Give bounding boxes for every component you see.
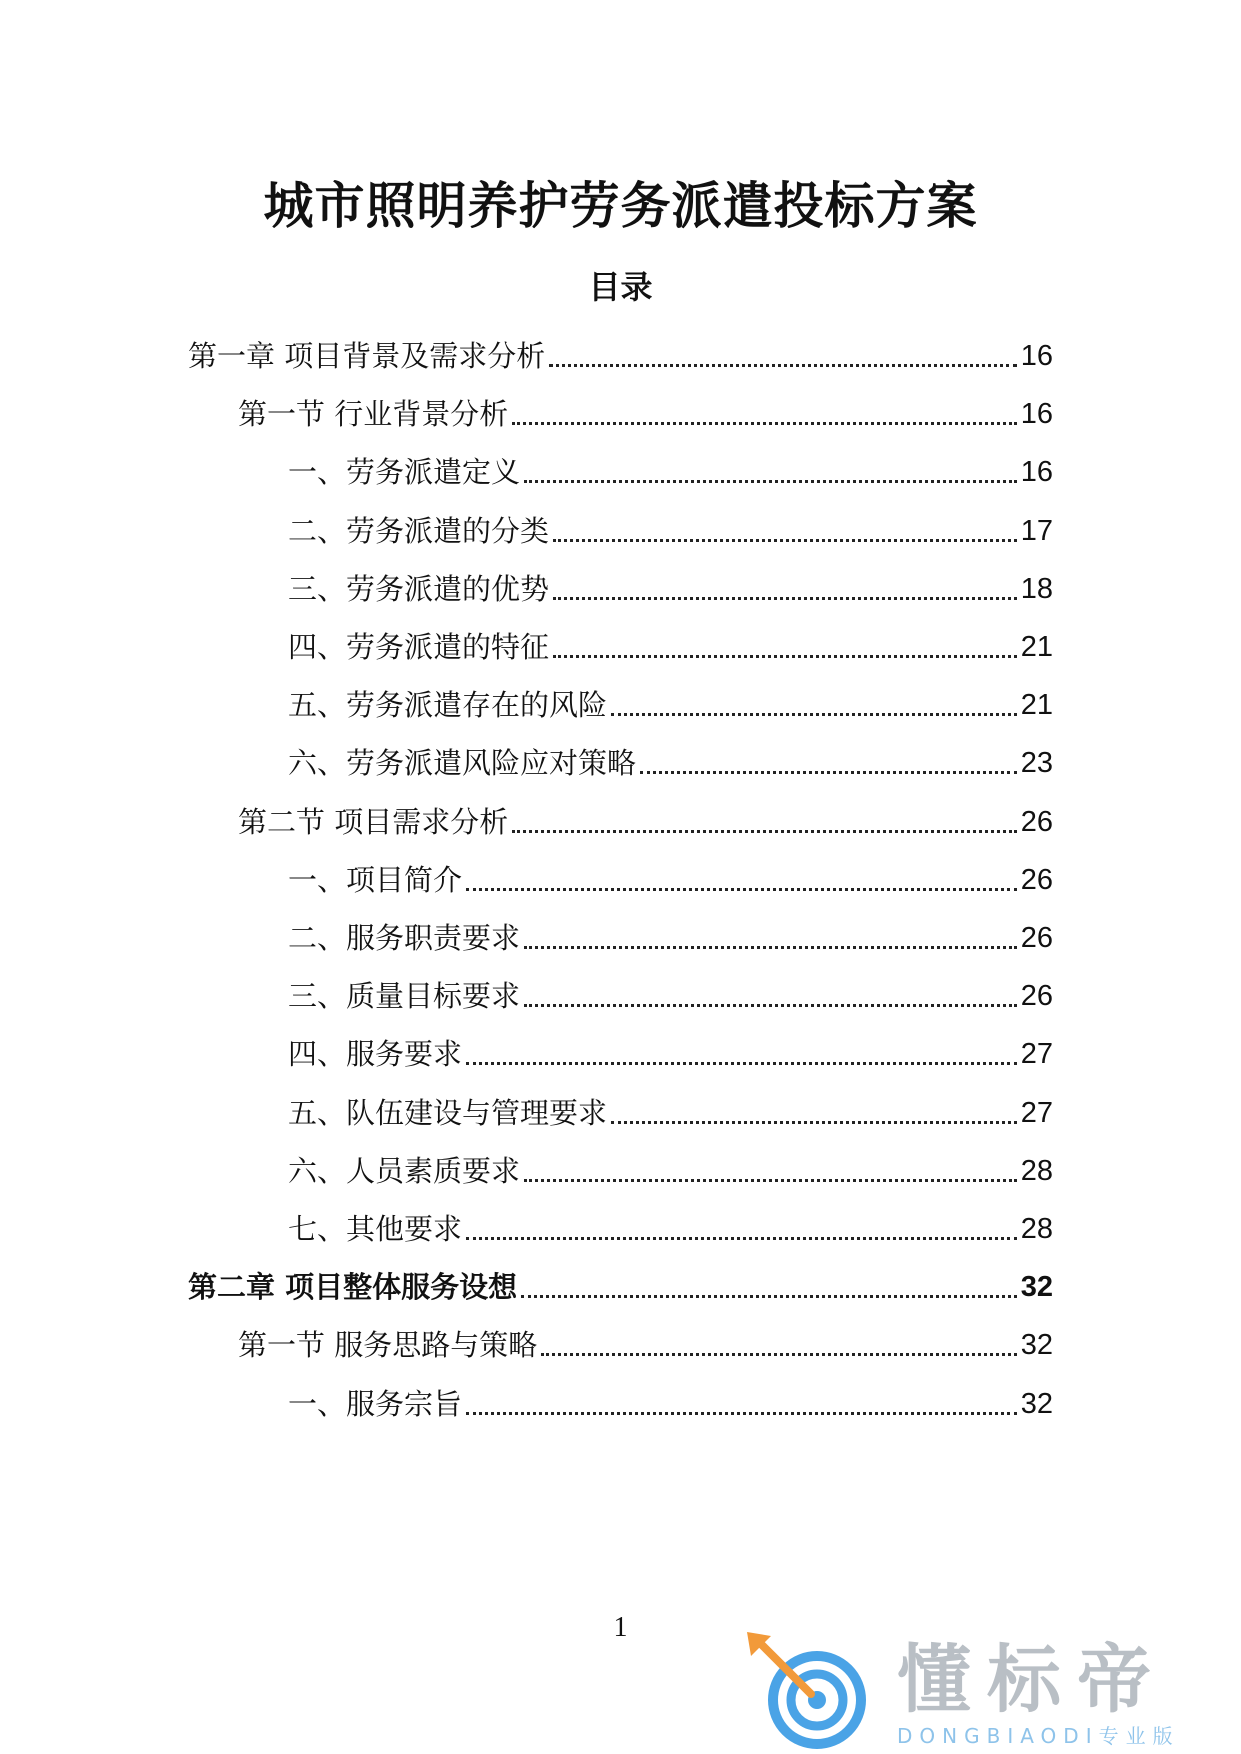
toc-dot-leader — [553, 539, 1017, 542]
toc-entry-label: 三、劳务派遣的优势 — [288, 571, 550, 606]
toc-dot-leader — [524, 480, 1017, 483]
watermark-subtext: DONGBIAODI专业版 — [897, 1724, 1180, 1748]
toc-entry[interactable] — [288, 856, 1053, 900]
toc-dot-leader — [524, 1179, 1017, 1182]
watermark — [745, 1630, 1225, 1750]
toc-entry[interactable] — [288, 739, 1053, 783]
toc-entry[interactable] — [288, 1205, 1053, 1249]
toc-dot-leader — [512, 422, 1017, 425]
toc-dot-leader — [466, 1412, 1017, 1415]
target-logo-icon — [745, 1630, 875, 1754]
toc-entry-page: 26 — [1020, 805, 1053, 838]
toc-entry-label: 七、其他要求 — [288, 1212, 463, 1246]
toc-dot-leader — [521, 1295, 1017, 1298]
toc-dot-leader — [541, 1353, 1017, 1356]
toc-entry[interactable] — [288, 1089, 1053, 1133]
toc-entry[interactable] — [288, 1380, 1053, 1424]
toc-dot-leader — [466, 888, 1017, 891]
toc-entry[interactable] — [288, 914, 1053, 958]
toc-entry[interactable] — [288, 1030, 1053, 1074]
toc-entry-label: 六、人员素质要求 — [288, 1153, 521, 1188]
toc-entry-label: 五、劳务派遣存在的风险 — [288, 688, 608, 723]
toc-entry[interactable] — [188, 332, 1053, 376]
toc-entry[interactable] — [288, 448, 1053, 492]
toc-entry-page: 28 — [1020, 1154, 1053, 1187]
toc-dot-leader — [524, 1004, 1017, 1007]
toc-dot-leader — [466, 1237, 1017, 1240]
toc-dot-leader — [640, 771, 1017, 774]
toc-dot-leader — [553, 597, 1017, 600]
document-title: 城市照明养护劳务派遣投标方案 — [263, 177, 978, 235]
toc-entry-label: 一、服务宗旨 — [288, 1386, 463, 1421]
toc-entry-page: 16 — [1020, 340, 1053, 372]
toc-entry-label: 二、服务职责要求 — [288, 921, 521, 955]
toc-entry[interactable] — [288, 972, 1053, 1016]
toc-entry-page: 18 — [1020, 572, 1053, 605]
toc-dot-leader — [611, 1121, 1017, 1124]
toc-entry-page: 28 — [1020, 1213, 1053, 1245]
toc-entry-page: 23 — [1020, 747, 1053, 780]
toc-entry-page: 27 — [1020, 1096, 1053, 1129]
toc-dot-leader — [466, 1062, 1017, 1065]
toc-entry-label: 第一节 行业背景分析 — [238, 397, 509, 432]
toc-entry-page: 17 — [1020, 514, 1053, 547]
toc-dot-leader — [611, 713, 1017, 716]
toc-entry-label: 第二节 项目需求分析 — [238, 804, 509, 839]
toc-entry-label: 四、劳务派遣的特征 — [288, 630, 550, 664]
watermark-brand-text: 懂标帝 — [897, 1637, 1167, 1723]
toc-entry-page: 21 — [1020, 689, 1053, 722]
toc-entry[interactable] — [238, 798, 1053, 842]
toc-dot-leader — [512, 830, 1017, 833]
toc-entry[interactable] — [188, 1263, 1053, 1307]
toc-dot-leader — [549, 364, 1017, 367]
toc-entry-label: 六、劳务派遣风险应对策略 — [288, 746, 637, 781]
toc-entry-label: 二、劳务派遣的分类 — [288, 513, 550, 548]
toc-entry-label: 三、质量目标要求 — [288, 979, 521, 1014]
toc-entry-label: 第二章 项目整体服务设想 — [188, 1270, 518, 1305]
toc-entry-page: 32 — [1020, 1271, 1053, 1304]
toc-entry[interactable] — [288, 623, 1053, 667]
toc-entry-label: 五、队伍建设与管理要求 — [288, 1095, 608, 1130]
toc-entry-page: 32 — [1020, 1387, 1053, 1420]
toc-entry-page: 27 — [1020, 1038, 1053, 1071]
toc-entry-page: 21 — [1020, 631, 1053, 663]
toc-entry[interactable] — [288, 681, 1053, 725]
toc-entry-label: 一、劳务派遣定义 — [288, 455, 521, 490]
toc-entry-page: 32 — [1020, 1329, 1053, 1362]
toc-entry-page: 26 — [1020, 922, 1053, 954]
toc-heading: 目录 — [588, 268, 653, 306]
toc-entry-label: 一、项目简介 — [288, 862, 463, 897]
toc-entry-label: 第一章 项目背景及需求分析 — [188, 339, 546, 373]
toc-dot-leader — [524, 946, 1017, 949]
toc-entry-label: 第一节 服务思路与策略 — [238, 1328, 538, 1363]
toc-entry[interactable] — [288, 1147, 1053, 1191]
toc-entry[interactable] — [288, 507, 1053, 551]
toc-entry[interactable] — [288, 565, 1053, 609]
toc-entry[interactable] — [238, 390, 1053, 434]
page-number: 1 — [613, 1612, 628, 1643]
toc-entry-page: 26 — [1020, 980, 1053, 1013]
toc-entry[interactable] — [238, 1321, 1053, 1365]
toc-entry-page: 16 — [1020, 456, 1053, 489]
toc-entry-page: 26 — [1020, 863, 1053, 896]
toc-entry-page: 16 — [1020, 398, 1053, 431]
toc-entry-label: 四、服务要求 — [288, 1037, 463, 1072]
toc-dot-leader — [553, 655, 1017, 658]
